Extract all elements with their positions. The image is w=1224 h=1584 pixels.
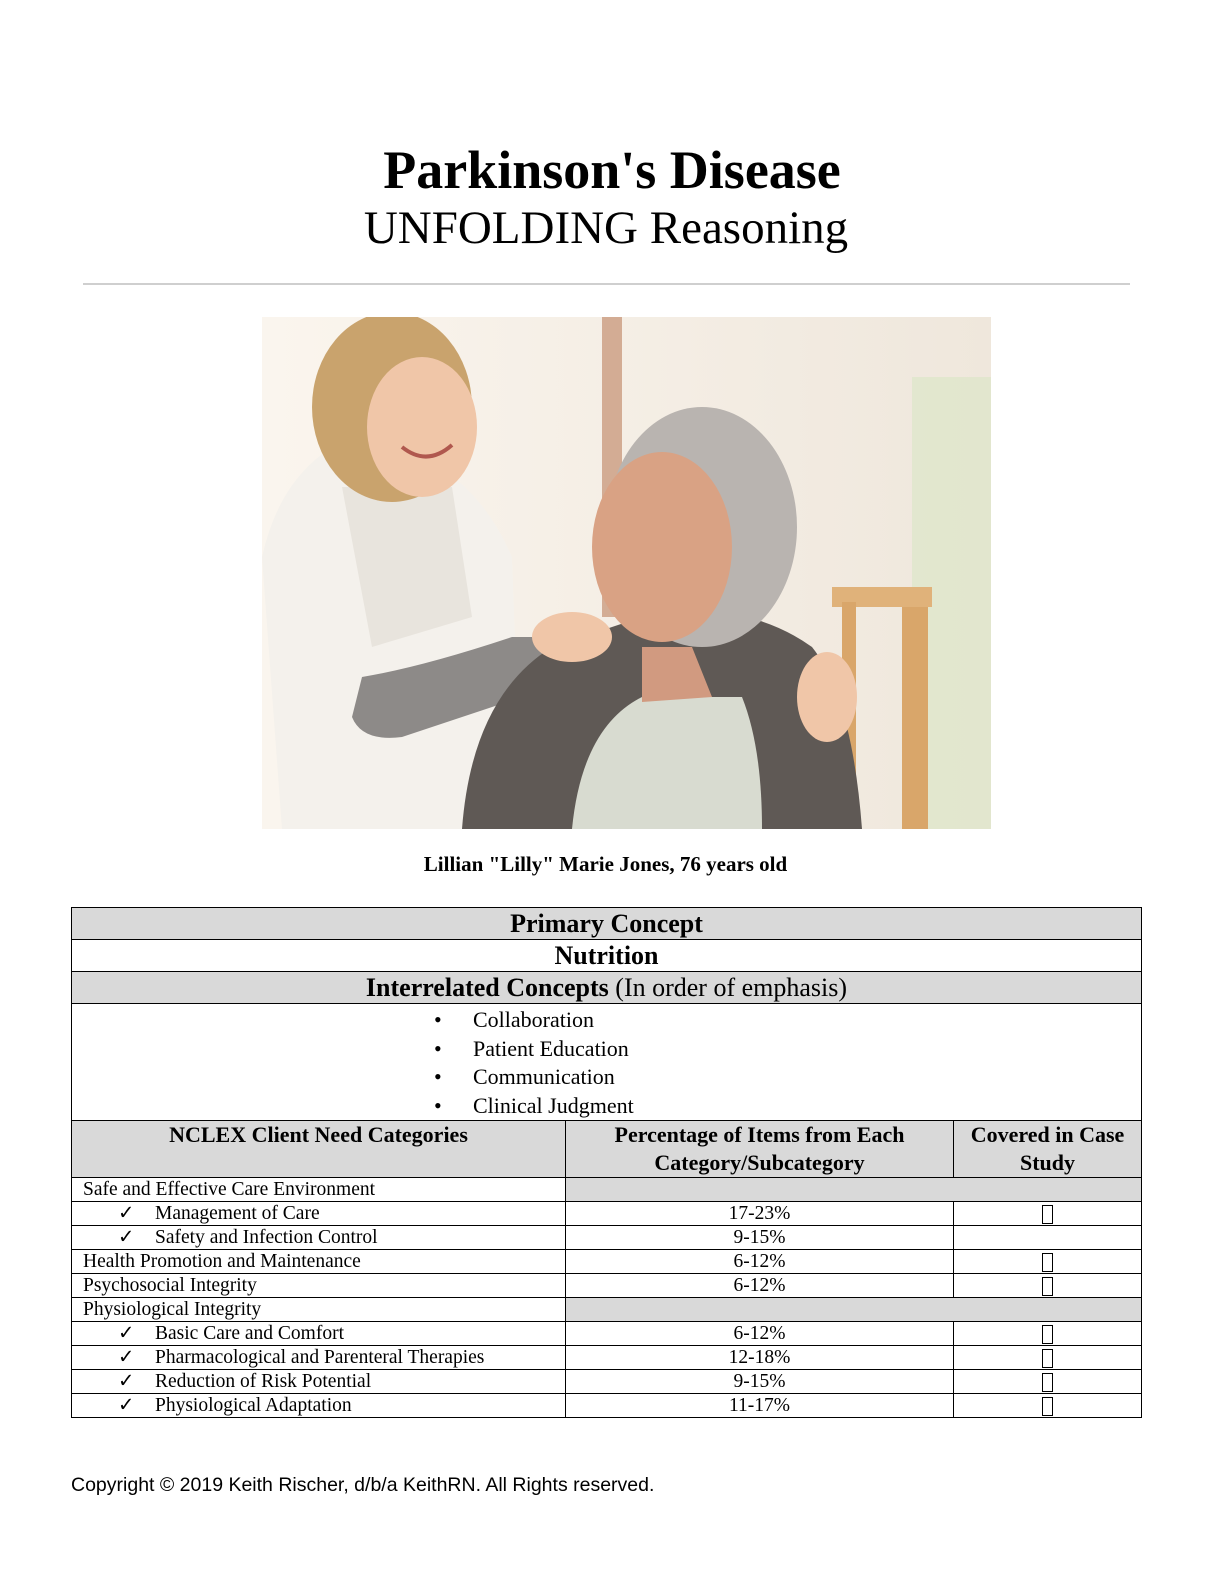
checkmark-icon: ✓ [118,1395,135,1416]
covered-cell [954,1394,1142,1418]
covered-checkbox-icon[interactable] [1042,1349,1053,1368]
covered-checkbox-icon[interactable] [1042,1373,1053,1392]
interrelated-concepts-header [72,972,1142,1004]
subcategory-cell [72,1346,566,1370]
covered-cell [954,1202,1142,1226]
checkmark-icon: ✓ [118,1371,135,1392]
percentage-value: 9-15% [566,1226,954,1250]
table-row [72,1298,1142,1322]
covered-cell [954,1250,1142,1274]
subcategory-cell [72,1226,566,1250]
concept-label: Communication [473,1064,615,1089]
subcategory-label: Management of Care [155,1203,320,1224]
table-row [72,1394,1142,1418]
covered-cell [954,1370,1142,1394]
subcategory-cell [72,1322,566,1346]
table-row [72,1226,1142,1250]
subcategory-cell [72,1370,566,1394]
percentage-value: 6-12% [566,1274,954,1298]
list-item [434,1035,1141,1064]
primary-concept-value: Nutrition [72,940,1142,972]
covered-cell [954,1346,1142,1370]
category-label: Psychosocial Integrity [72,1274,566,1298]
percentage-value: 11-17% [566,1394,954,1418]
category-filler [566,1298,1142,1322]
interrelated-concepts-list [72,1004,1142,1121]
table-row [72,1250,1142,1274]
covered-checkbox-icon[interactable] [1042,1397,1053,1416]
subcategory-label: Pharmacological and Parenteral Therapies [155,1347,485,1368]
horizontal-divider [83,283,1130,285]
concepts-table [71,907,1142,1418]
bullet-icon: • [434,1064,442,1089]
covered-checkbox-icon[interactable] [1042,1277,1053,1296]
subcategory-label: Physiological Adaptation [155,1395,352,1416]
checkmark-icon: ✓ [118,1347,135,1368]
table-row [72,1346,1142,1370]
patient-caption: Lillian "Lilly" Marie Jones, 76 years old [423,852,788,876]
bullet-icon: • [434,1092,442,1118]
table-row [72,1202,1142,1226]
bullet-icon: • [434,1035,442,1061]
list-item [434,1006,1141,1035]
subcategory-label: Basic Care and Comfort [155,1323,344,1344]
category-label: Health Promotion and Maintenance [72,1250,566,1274]
nurse-with-elderly-patient-photo [222,317,991,829]
percentage-value: 6-12% [566,1322,954,1346]
column-header-categories: NCLEX Client Need Categories [72,1121,566,1178]
concept-label: Patient Education [473,1035,629,1061]
interrelated-concepts-note: (In order of emphasis) [615,973,848,1002]
category-label: Physiological Integrity [72,1298,566,1322]
table-row [72,1274,1142,1298]
column-header-percentage: Percentage of Items from Each Category/Subcategory [566,1121,954,1178]
subcategory-label: Safety and Infection Control [155,1227,378,1248]
covered-cell [954,1226,1142,1250]
category-label: Safe and Effective Care Environment [72,1178,566,1202]
percentage-value: 12-18% [566,1346,954,1370]
category-filler [566,1178,1142,1202]
primary-concept-header: Primary Concept [72,908,1142,940]
covered-checkbox-icon[interactable] [1042,1325,1053,1344]
page-subtitle: UNFOLDING Reasoning [363,202,849,254]
covered-cell [954,1274,1142,1298]
column-header-covered: Covered in Case Study [954,1121,1142,1178]
table-row [72,1370,1142,1394]
page-title: Parkinson's Disease [383,140,841,200]
subcategory-cell [72,1202,566,1226]
percentage-value: 9-15% [566,1370,954,1394]
covered-cell [954,1322,1142,1346]
subcategory-label: Reduction of Risk Potential [155,1371,372,1392]
covered-checkbox-icon[interactable] [1042,1205,1053,1224]
percentage-value: 17-23% [566,1202,954,1226]
concept-label: Clinical Judgment [473,1092,634,1118]
list-item [434,1063,1141,1092]
list-item [434,1092,1141,1121]
checkmark-icon: ✓ [118,1323,135,1344]
bullet-icon: • [434,1007,442,1032]
covered-checkbox-icon[interactable] [1042,1253,1053,1272]
concept-label: Collaboration [473,1007,594,1032]
subcategory-cell [72,1394,566,1418]
interrelated-concepts-label: Interrelated Concepts [365,973,609,1002]
copyright-footer: Copyright © 2019 Keith Rischer, d/b/a KeithRN. All Rights reserved. [71,1474,655,1496]
checkmark-icon: ✓ [118,1203,135,1224]
percentage-value: 6-12% [566,1250,954,1274]
table-row [72,1178,1142,1202]
checkmark-icon: ✓ [118,1227,135,1248]
table-row [72,1322,1142,1346]
